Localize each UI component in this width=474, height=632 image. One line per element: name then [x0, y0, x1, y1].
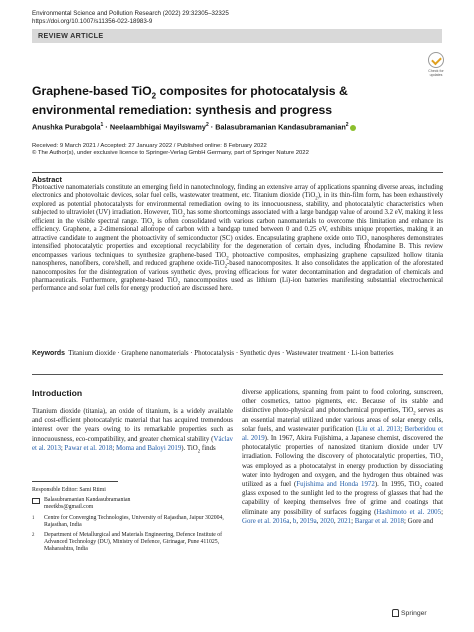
history-dates: Received: 9 March 2021 / Accepted: 27 January 2022 / Published online: 8 February 2022	[32, 143, 267, 149]
responsible-editor: Responsible Editor: Sami Rtimi	[32, 487, 106, 493]
corresponding-email[interactable]: meetkbs@gmail.com	[44, 504, 94, 511]
citation-link[interactable]: b	[292, 517, 297, 525]
citation-link[interactable]: Pawar et al. 2018	[64, 444, 113, 452]
check-updates-label: Check for updates	[428, 69, 444, 77]
corresponding-author	[32, 497, 233, 511]
copyright-line: © The Author(s), under exclusive licence to Springer-Verlag GmbH Germany, part of Springer Nature 2022	[32, 150, 309, 157]
citation-link[interactable]: Fujishima and Honda 1972	[296, 481, 375, 489]
author-3[interactable]: Balasubramanian Kandasubramanian	[215, 122, 346, 132]
affiliation-1: $^1$ Centre for Converging Technologies, University of Rajasthan, Jaipur 302004, Rajasthan, India	[32, 514, 224, 528]
intro-paragraph-left: Titanium dioxide (titania), an oxide of titanium, is a widely available and cost-efficient photocatalytic material that has acquired tremendous interest over the years owing to its remarkable properties such as innocuousness, eco-compatibility, and greater chemical stability (Václav et al. 2013; Pawar et al. 2018; Moma and Baloyi 2019). TiO$_2$ finds	[32, 408, 233, 455]
footnote-divider	[32, 481, 118, 482]
citation-link[interactable]: Moma and Baloyi 2019	[116, 444, 182, 452]
citation-link[interactable]: 2019a	[299, 517, 317, 525]
check-for-updates-badge[interactable]	[426, 52, 446, 77]
divider	[32, 374, 443, 375]
footnotes	[32, 487, 233, 557]
corresponding-name: Balasubramanian Kandasubramanian	[44, 497, 131, 504]
author-2[interactable]: Neelaambhigai Mayilswamy	[109, 122, 206, 132]
citation-link[interactable]: Václav et al. 2013	[32, 435, 233, 452]
journal-citation: Environmental Science and Pollution Research (2022) 29:32305–32325	[32, 10, 229, 17]
publication-dates	[32, 143, 309, 158]
article-type-banner	[32, 29, 442, 43]
orcid-icon[interactable]	[350, 125, 356, 131]
doi-link[interactable]: https://doi.org/10.1007/s11356-022-18983-9	[32, 18, 153, 25]
springer-horse-icon	[392, 609, 399, 617]
author-1[interactable]: Anushka Purabgola	[32, 122, 101, 132]
citation-link[interactable]: 2021	[337, 517, 352, 525]
journal-info	[32, 10, 229, 26]
citation-link[interactable]: Bargar et al. 2018	[354, 517, 405, 525]
keywords-text: Titanium dioxide · Graphene nanomaterials · Photocatalysis · Synthetic dyes · Wastewater treatment · Li-ion batteries	[68, 350, 394, 357]
citation-link[interactable]: Gore et al. 2016a	[242, 517, 290, 525]
article-type-label: REVIEW ARTICLE	[38, 31, 104, 40]
citation-link[interactable]: Liu et al. 2013	[357, 425, 401, 433]
author-list: Anushka Purabgola$^1$ · Neelaambhigai Mayilswamy$^2$ · Balasubramanian Kandasubramanian$^2$	[32, 122, 356, 131]
publisher-logo	[392, 609, 427, 617]
citation-link[interactable]: Berberidou et al. 2019	[242, 425, 443, 443]
check-updates-icon	[428, 52, 444, 68]
article-title: Graphene-based TiO$_2$ composites for photocatalysis & environmental remediation: synthesis and progress	[32, 84, 348, 118]
abstract-text: Photoactive nanomaterials constitute an emerging field in nanotechnology, finding an extensive array of applications spanning diverse areas, including electronics and photovoltaic devices, solar fuel cells, wastewater treatment, etc. Titanium dioxide (TiO$_2$), in its thin-film form, has been exhaustively explored as potential photocatalysts for environmental remediation owing to its innocuousness, stability, and photocatalytic characteristics when subjected to ultraviolet (UV) irradiation. However, TiO$_2$ has some shortcomings associated with a large bandgap value of around 3.2 eV, making it less efficient in the visible spectral range. TiO$_2$ is often consolidated with various carbon nanomaterials to overcome this limitation and enhance its efficiency. Graphene, a 2-dimensional allotrope of carbon with a bandgap tuned between 0 and 0.25 eV, exhibits unique properties, making it an attractive candidate to augment the photoactivity of semiconductor (SC) oxides. Encapsulating graphene oxide onto TiO$_2$ nanospheres demonstrates intensified photocatalytic properties and exceptional recyclability for the degeneration of certain dyes, including Rhodamine B. This review encompasses various techniques to synthesize graphene-based TiO$_2$ photoactive composites, emphasizing graphene capsulized hollow titania nanospheres, nanofibers, core/shell, and reduced graphene oxide-TiO$_2$-based nanocomposites. It also consolidates the application of the aforestated nanocomposites for the disintegration of various synthetic dyes, proving efficacious for water decontamination and degradation of chemicals and pharmaceuticals. Furthermore, graphene-based TiO$_2$ nanocomposites used as lithium (Li)-ion batteries manifesting substantial electrochemical performance and solar fuel cells for energy production are discussed here.	[32, 184, 444, 293]
section-heading-introduction: Introduction	[32, 388, 83, 398]
affiliation-2: $^2$ Department of Metallurgical and Materials Engineering, Defence Institute of Advanced Technology (DU), Ministry of Defence, Girinagar, Pune 411025, Maharashtra, India	[32, 532, 223, 553]
citation-link[interactable]: 2020	[320, 517, 334, 525]
mail-icon	[32, 498, 40, 504]
divider	[32, 172, 443, 173]
abstract-heading: Abstract	[32, 175, 62, 184]
citation-link[interactable]: Hashimoto et al. 2005	[376, 508, 442, 516]
keywords-label: Keywords	[32, 350, 65, 357]
keywords	[32, 349, 443, 358]
publisher-name: Springer	[401, 609, 427, 617]
intro-paragraph-right: diverse applications, spanning from paint to food coloring, sunscreen, other cosmetics, tattoo pigments, etc. Because of its stable and distinctive photo-physical and photochemical properties, TiO$_2$ serves as an essential material utilized under various areas of solar energy cells, solar fuels, and wastewater purification (Liu et al. 2013; Berberidou et al. 2019). In 1967, Akira Fujishima, a Japanese chemist, discovered the photocatalytic properties of nanosized titanium dioxide under UV irradiation. Following the discovery of photocatalytic properties, TiO$_2$ was employed as a photocatalyst in energy production by dissociating water into hydrogen and oxygen, and the hydrogen thus obtained was utilized as a fuel (Fujishima and Honda 1972). In 1995, TiO$_2$ coated glass exposed to the sunlight led to the progress of glasses that had the capability of keeping themselves free of grime and coatings that eliminate any possibility of surfaces fogging (Hashimoto et al. 2005; Gore et al. 2016a, b, 2019a, 2020, 2021; Bargar et al. 2018; Gore and	[242, 389, 444, 525]
